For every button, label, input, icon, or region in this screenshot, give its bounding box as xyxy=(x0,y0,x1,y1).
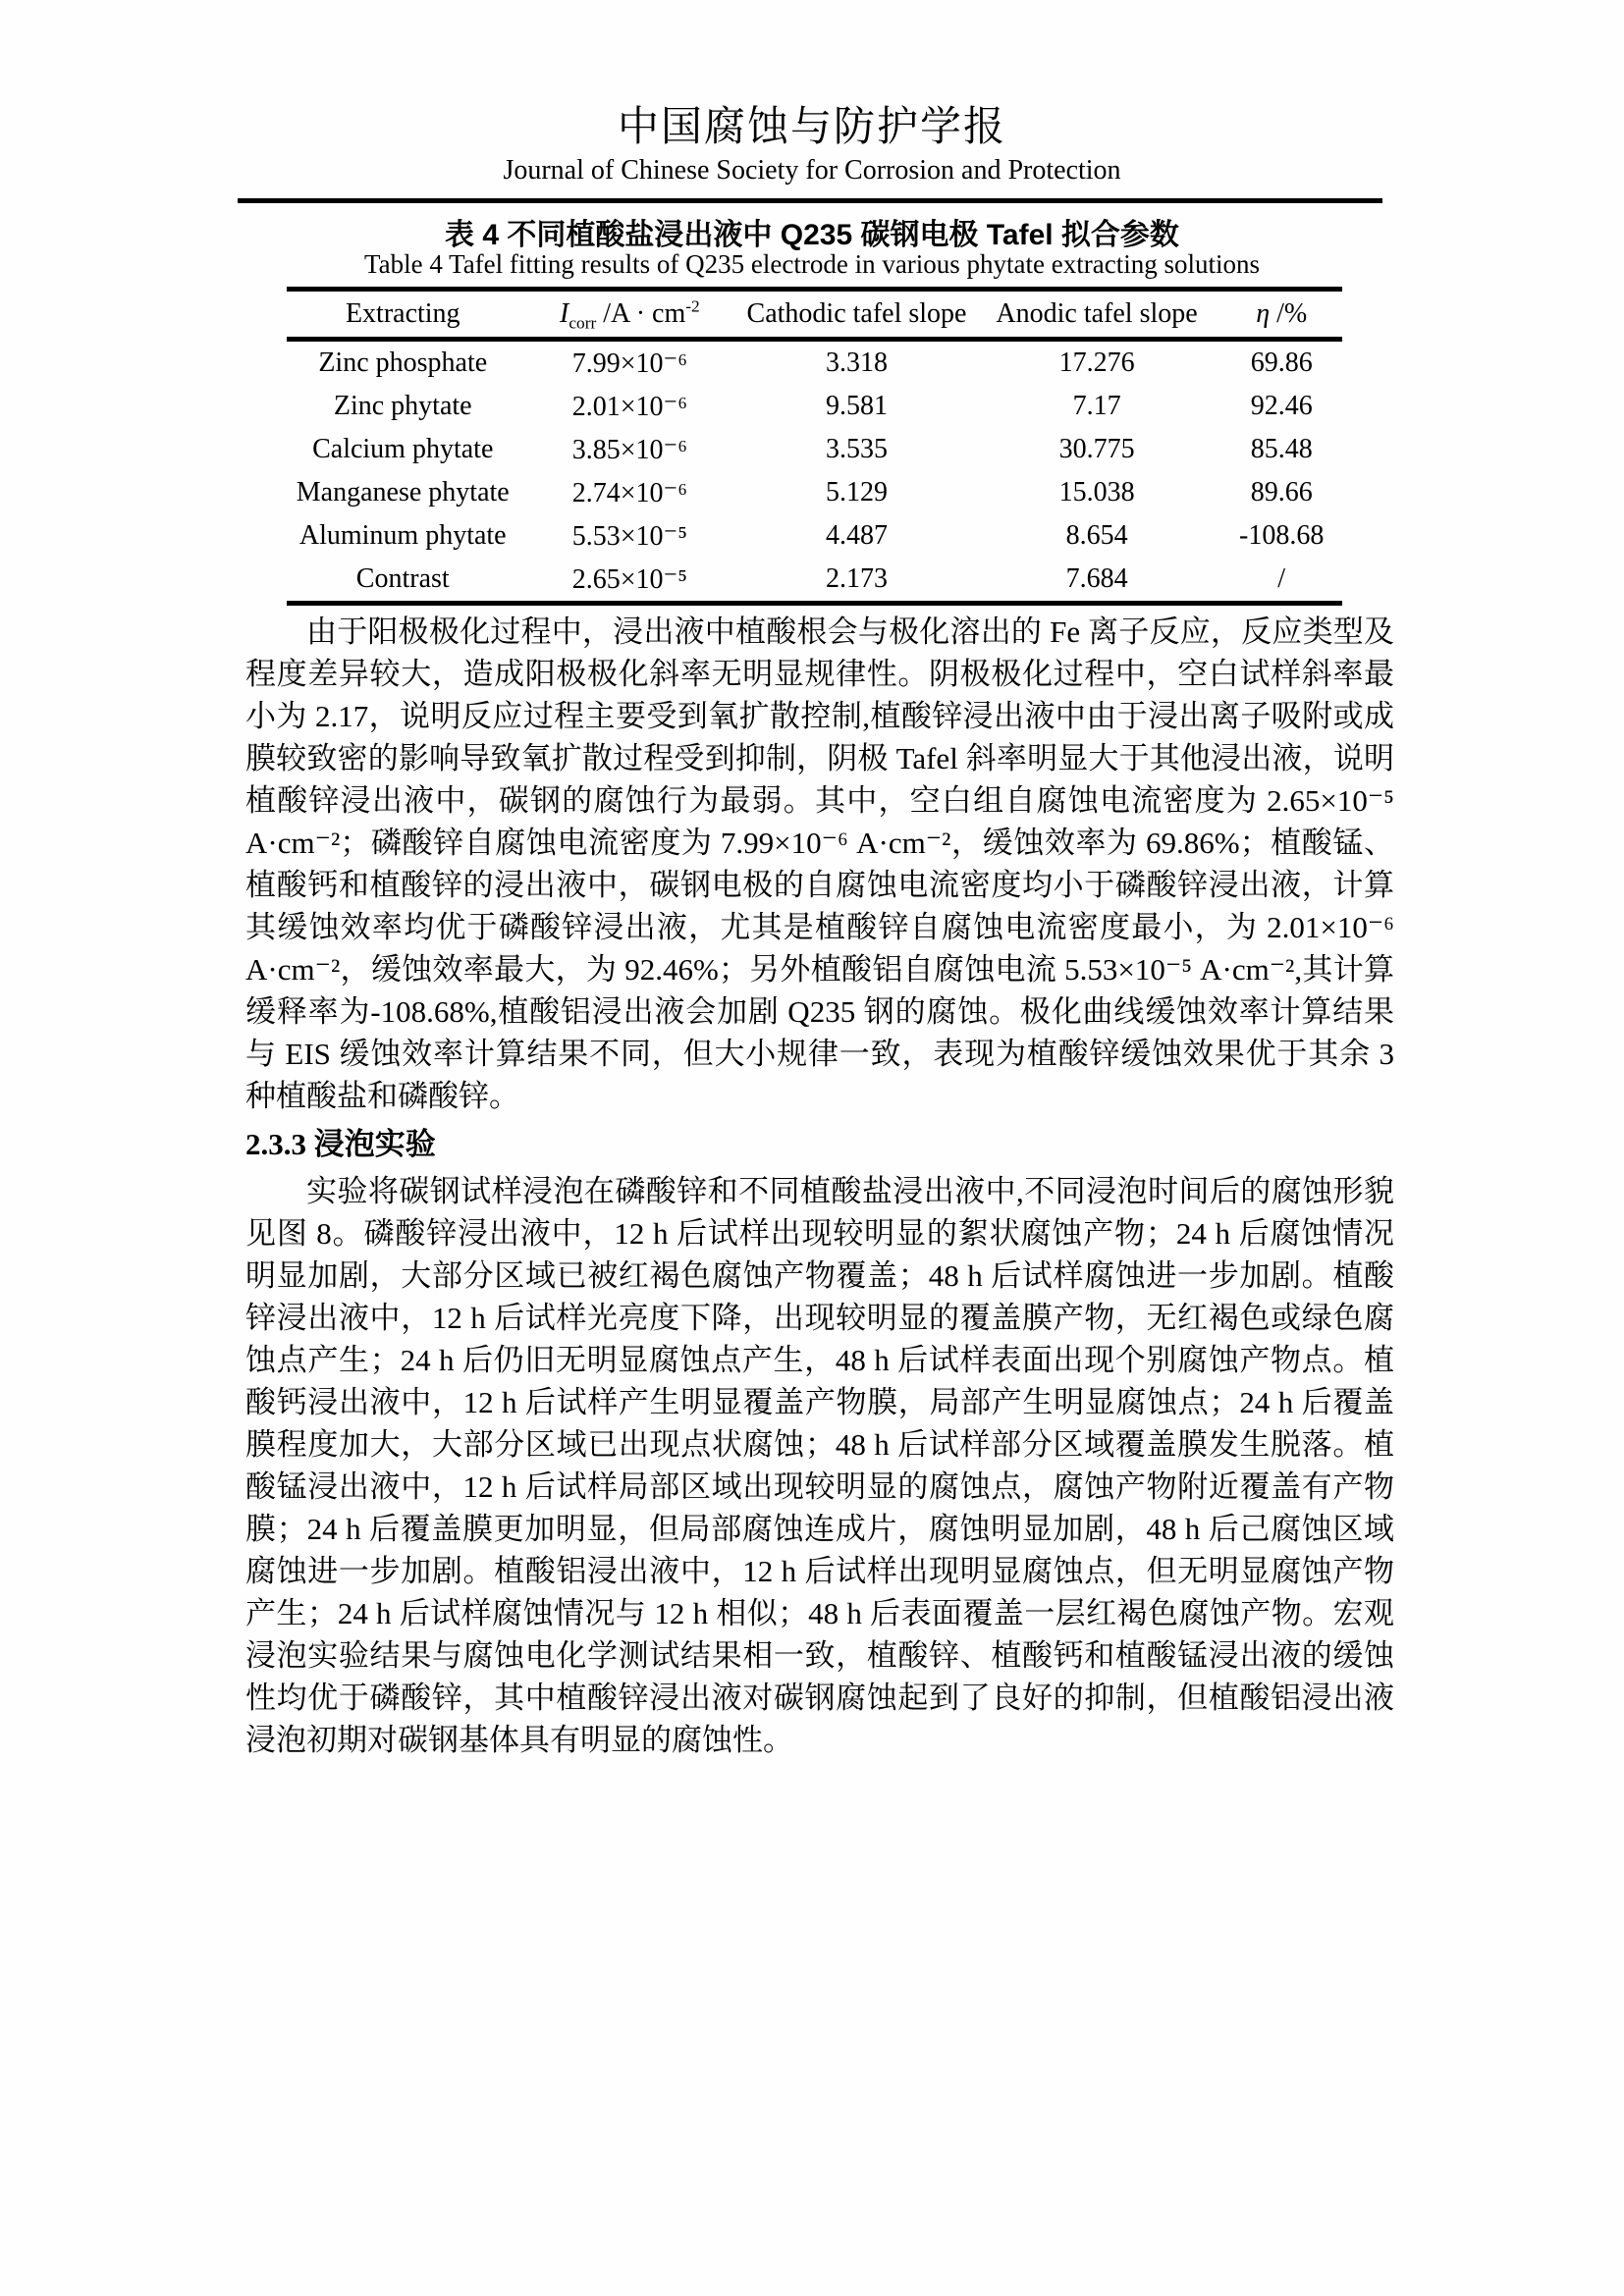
col-header-icorr xyxy=(519,290,741,340)
cell-extracting: Zinc phytate xyxy=(333,391,472,421)
cell-eta: -108.68 xyxy=(1239,520,1325,551)
header-rule xyxy=(238,198,1382,203)
cell-anodic: 15.038 xyxy=(1058,477,1135,507)
paragraph-immersion-experiment: 实验将碳钢试样浸泡在磷酸锌和不同植酸盐浸出液中,不同浸泡时间后的腐蚀形貌见图 8。磷酸锌浸出液中，12 h 后试样出现较明显的絮状腐蚀产物；24 h 后腐蚀情况明显加剧，大部分区域已被红褐色腐蚀产物覆盖；48 h 后试样腐蚀进一步加剧。植酸锌浸出液中，12 h 后试样光亮度下降，出现较明显的覆盖膜产物，无红褐色或绿色腐蚀点产生；24 h 后仍旧无明显腐蚀点产生，48 h 后试样表面出现个别腐蚀产物点。植酸钙浸出液中，12 h 后试样产生明显覆盖产物膜，局部产生明显腐蚀点；24 h 后覆盖膜程度加大，大部分区域已出现点状腐蚀；48 h 后试样部分区域覆盖膜发生脱落。植酸锰浸出液中，12 h 后试样局部区域出现较明显的腐蚀点，腐蚀产物附近覆盖有产物膜；24 h 后覆盖膜更加明显，但局部腐蚀连成片，腐蚀明显加剧，48 h 后己腐蚀区域腐蚀进一步加剧。植酸铝浸出液中，12 h 后试样出现明显腐蚀点，但无明显腐蚀产物产生；24 h 后试样腐蚀情况与 12 h 相似；48 h 后表面覆盖一层红褐色腐蚀产物。宏观浸泡实验结果与腐蚀电化学测试结果相一致，植酸锌、植酸钙和植酸锰浸出液的缓蚀性均优于磷酸锌，其中植酸锌浸出液对碳钢腐蚀起到了良好的抑制，但植酸铝浸出液浸泡初期对碳钢基体具有明显的腐蚀性。 xyxy=(245,1174,1394,1757)
cell-eta: 92.46 xyxy=(1250,391,1313,421)
cell-extracting: Aluminum phytate xyxy=(298,520,507,551)
cell-eta: / xyxy=(1277,563,1286,594)
table-row xyxy=(287,471,1342,514)
cell-icorr: 2.65×10⁻⁵ xyxy=(571,564,688,595)
cell-anodic: 30.775 xyxy=(1058,434,1135,464)
journal-title-zh: 中国腐蚀与防护学报 xyxy=(617,105,1006,150)
cell-eta: 85.48 xyxy=(1250,434,1313,464)
icorr-superscript: -2 xyxy=(685,296,700,316)
cell-icorr: 3.85×10⁻⁶ xyxy=(571,435,688,465)
cell-cathodic: 2.173 xyxy=(826,563,888,594)
table-row xyxy=(287,340,1342,386)
cell-cathodic: 3.318 xyxy=(826,347,888,378)
cell-icorr: 5.53×10⁻⁵ xyxy=(571,521,688,552)
cell-cathodic: 9.581 xyxy=(826,391,888,421)
icorr-subscript: corr xyxy=(568,313,597,333)
cell-extracting: Manganese phytate xyxy=(296,477,510,507)
cell-cathodic: 3.535 xyxy=(826,434,888,464)
table-caption-en: Table 4 Tafel fitting results of Q235 electrode in various phytate extracting solutions xyxy=(364,249,1260,279)
cell-icorr: 2.74×10⁻⁶ xyxy=(571,478,688,508)
table-header-row xyxy=(287,290,1342,340)
journal-title-en: Journal of Chinese Society for Corrosion and Protection xyxy=(503,155,1121,186)
cell-eta: 69.86 xyxy=(1250,347,1313,378)
cell-anodic: 17.276 xyxy=(1058,347,1135,378)
cell-anodic: 7.684 xyxy=(1065,563,1128,594)
cell-extracting: Contrast xyxy=(355,563,450,594)
eta-symbol: η xyxy=(1256,298,1271,329)
table-row xyxy=(287,385,1342,428)
icorr-unit: /A · cm xyxy=(596,298,686,329)
table-caption-zh: 表 4 不同植酸盐浸出液中 Q235 碳钢电极 Tafel 拟合参数 xyxy=(445,219,1179,251)
col-header-cathodic-slope: Cathodic tafel slope xyxy=(740,290,973,340)
tafel-results-table xyxy=(287,287,1342,606)
table-row xyxy=(287,558,1342,604)
cell-cathodic: 4.487 xyxy=(826,520,888,551)
cell-cathodic: 5.129 xyxy=(826,477,888,507)
table-row xyxy=(287,428,1342,471)
eta-unit: /% xyxy=(1270,298,1308,329)
cell-anodic: 7.17 xyxy=(1072,391,1121,421)
paragraph-tafel-discussion: 由于阳极极化过程中，浸出液中植酸根会与极化溶出的 Fe 离子反应，反应类型及程度差异较大，造成阳极极化斜率无明显规律性。阴极极化过程中，空白试样斜率最小为 2.17，说明反应过程主要受到氧扩散控制,植酸锌浸出液中由于浸出离子吸附或成膜较致密的影响导致氧扩散过程受到抑制，阴极 Tafel 斜率明显大于其他浸出液，说明植酸锌浸出液中，碳钢的腐蚀行为最弱。其中，空白组自腐蚀电流密度为 2.65×10⁻⁵ A·cm⁻²；磷酸锌自腐蚀电流密度为 7.99×10⁻⁶ A·cm⁻²，缓蚀效率为 69.86%；植酸锰、植酸钙和植酸锌的浸出液中，碳钢电极的自腐蚀电流密度均小于磷酸锌浸出液，计算其缓蚀效率均优于磷酸锌浸出液，尤其是植酸锌自腐蚀电流密度最小，为 2.01×10⁻⁶ A·cm⁻²，缓蚀效率最大，为 92.46%；另外植酸铝自腐蚀电流 5.53×10⁻⁵ A·cm⁻²,其计算缓释率为-108.68%,植酸铝浸出液会加剧 Q235 钢的腐蚀。极化曲线缓蚀效率计算结果与 EIS 缓蚀效率计算结果不同，但大小规律一致，表现为植酸锌缓蚀效果优于其余 3 种植酸盐和磷酸锌。 xyxy=(245,614,1394,1113)
cell-anodic: 8.654 xyxy=(1065,520,1128,551)
cell-extracting: Zinc phosphate xyxy=(318,347,488,378)
table-row xyxy=(287,514,1342,558)
section-heading-immersion: 2.3.3 浸泡实验 xyxy=(245,1127,436,1161)
cell-eta: 89.66 xyxy=(1250,477,1313,507)
col-header-extracting: Extracting xyxy=(287,290,519,340)
col-header-eta xyxy=(1220,290,1342,340)
icorr-symbol: I xyxy=(560,298,569,329)
cell-icorr: 2.01×10⁻⁶ xyxy=(571,392,688,422)
cell-icorr: 7.99×10⁻⁶ xyxy=(571,348,688,379)
col-header-anodic-slope: Anodic tafel slope xyxy=(973,290,1221,340)
cell-extracting: Calcium phytate xyxy=(312,434,494,464)
